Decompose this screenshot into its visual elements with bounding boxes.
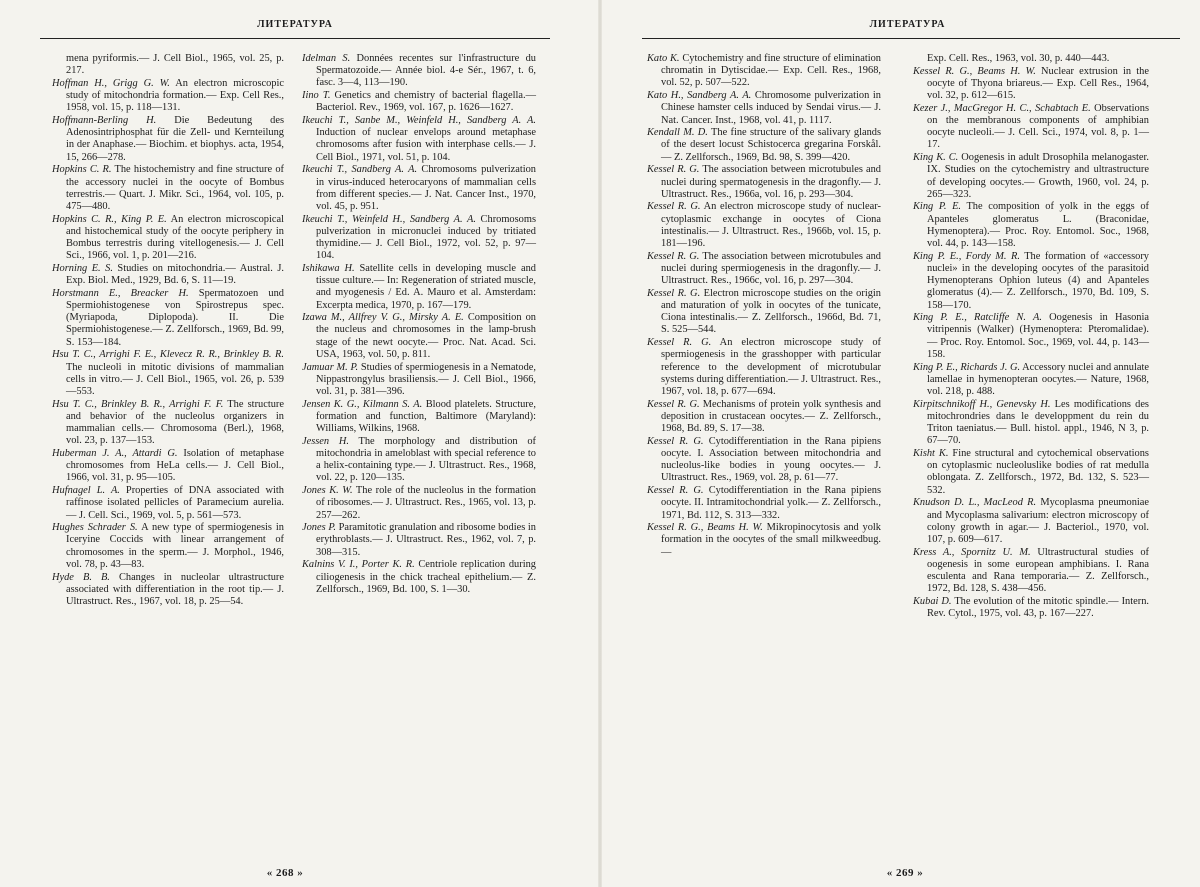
reference-text: The composition of yolk in the eggs of Apanteles glomeratus L. (Braconidae, Hymenoptera).— Proc. Roy. Entomol. Soc., 1968, vol. 44, p. 143—158. bbox=[927, 201, 1149, 250]
reference-author: Jones P. bbox=[302, 522, 336, 534]
reference-text: Isolation of metaphase chromosomes from HeLa cells.— J. Cell Biol., 1966, vol. 31, p. 95—105. bbox=[66, 448, 284, 484]
reference-entry bbox=[647, 288, 881, 337]
reference-entry bbox=[913, 547, 1149, 596]
reference-text: The fine structure of the salivary glands of the desert locust Schistocerca gregarina Forskål.— Z. Zellforsch., 1969, Bd. 98, S. 399—420. bbox=[661, 127, 881, 163]
reference-entry bbox=[302, 485, 536, 522]
reference-text: The role of the nucleolus in the formation of ribosomes.— J. Ultrastruct. Res., 1965, vol. 13, p. 257—262. bbox=[316, 485, 536, 521]
reference-entry bbox=[302, 312, 536, 361]
reference-text: Données recentes sur l'infrastructure du Spermatozoide.— Année biol. 4-e Sér., 1967, t. 6, fasc. 3—4, 113—190. bbox=[316, 53, 536, 89]
reference-entry bbox=[52, 214, 284, 263]
right-page bbox=[600, 0, 1200, 887]
reference-entry bbox=[647, 485, 881, 522]
reference-entry bbox=[913, 596, 1149, 620]
reference-author: King P. E., Richards J. G. bbox=[913, 361, 1021, 373]
reference-author: Huberman J. A., Attardi G. bbox=[52, 448, 178, 459]
reference-text: Mycoplasma pneumoniae and Mycoplasma salivarium: electron microscopy of colony growth in agar.— J. Bacteriol., 1970, vol. 107, p. 609—617. bbox=[927, 497, 1150, 545]
reference-text: An electron microscopic study of mitochondria formation.— Exp. Cell Res., 1958, vol. 15, p. 118—131. bbox=[66, 77, 284, 114]
reference-entry bbox=[647, 53, 881, 90]
reference-text: A new type of spermiogenesis in Iceryine Coccids with linear arrangement of chromosomes in the sperm.— J. Morphol., 1946, vol. 78, p. 43—83. bbox=[66, 522, 284, 570]
reference-text: The nucleoli in mitotic divisions of mammalian cells in vitro.— J. Cell Biol., 1965, vol. 26, p. 539—553. bbox=[66, 361, 284, 397]
reference-author: Kessel R. G. bbox=[647, 201, 701, 213]
reference-text: Blood platelets. Structure, formation and function, Baltimore (Maryland): Williams, Wilkins, 1968. bbox=[316, 398, 536, 435]
reference-text: Spermatozoen und Spermiohistogenese von Spirostrepus spec. (Myriapoda, Diplopoda). II. Die Spermiohistogenese.— Z. Zellforsch., 1969, Bd. 99, S. 153—184. bbox=[66, 287, 284, 348]
reference-author: Kisht K. bbox=[913, 448, 949, 459]
reference-author: Hufnagel L. A. bbox=[52, 485, 120, 497]
reference-entry bbox=[913, 497, 1149, 546]
reference-author: Jessen H. bbox=[302, 435, 349, 447]
reference-text: Ultrastructural studies of oogenesis in some european amphibians. I. Rana esculenta and Rana temporaria.— Z. Zellforsch., 1972, Bd. 128, S. 438—456. bbox=[927, 546, 1149, 595]
reference-entry bbox=[52, 572, 284, 609]
reference-entry bbox=[302, 263, 536, 312]
reference-author: Idelman S. bbox=[302, 53, 351, 64]
reference-text: Genetics and chemistry of bacterial flagella.— Bacteriol. Rev., 1969, vol. 167, p. 1626—1627. bbox=[316, 90, 536, 114]
reference-text: Induction of nuclear envelops around metaphase chromosoms after fusion with interphase cells.— J. Cell Biol., 1971, vol. 51, p. 104. bbox=[316, 127, 536, 163]
reference-author: Kessel R. G. bbox=[647, 164, 700, 176]
reference-text: Observations on the membranous components of amphibian oocyte nucleoli.— J. Cell. Sci., 1974, vol. 8, p. 1—17. bbox=[927, 102, 1149, 151]
reference-author: Hopkins C. R., King P. E. bbox=[52, 213, 167, 225]
reference-entry bbox=[913, 448, 1149, 497]
reference-author: Kessel R. G. bbox=[647, 435, 704, 447]
reference-text: Composition on the nucleus and chromosomes in the lamp-brush stage of the newt oocyte.— Proc. Nat. Acad. Sci. USA, 1963, vol. 50, p. 811. bbox=[316, 312, 536, 360]
reference-author: Izawa M., Allfrey V. G., Mirsky A. E. bbox=[302, 312, 464, 324]
reference-entry bbox=[913, 103, 1149, 152]
reference-entry bbox=[647, 90, 881, 127]
reference-column-1 bbox=[52, 53, 284, 609]
reference-author: Horstmann E., Breacker H. bbox=[52, 287, 189, 299]
reference-author: Iino T. bbox=[302, 90, 331, 102]
reference-author: Kessel R. G., Beams H. W. bbox=[913, 65, 1036, 77]
reference-author: Kessel R. G. bbox=[647, 485, 704, 497]
reference-author: Hsu T. C., Arrighi F. E., Klevecz R. R., Brinkley B. R. bbox=[52, 349, 284, 361]
reference-entry bbox=[302, 90, 536, 114]
reference-entry bbox=[302, 362, 536, 399]
reference-author: Knudson D. L., MacLeod R. bbox=[913, 497, 1037, 509]
reference-author: King P. E., Fordy M. R. bbox=[913, 250, 1020, 262]
page-number: « 269 » bbox=[886, 867, 924, 879]
reference-entry bbox=[302, 164, 536, 213]
reference-entry bbox=[302, 214, 536, 263]
reference-author: Kessel R. G. bbox=[647, 337, 712, 349]
reference-text: Die Bedeutung des Adenosintriphosphat für die Zell- und Kernteilung in der Anaphase.— Biochim. et biophys. acta, 1954, 15, 266—278. bbox=[66, 115, 284, 163]
reference-text: Changes in nucleolar ultrastructure associated with differentiation in the root tip.— J. Ultrastruct. Res., 1967, vol. 18, p. 25—54. bbox=[66, 571, 284, 607]
reference-text: Satellite cells in developing muscle and tissue culture.— In: Regeneration of striated muscle, and myogenesis / Ed. A. Mauro et al. Amsterdam: Excerpta medica, 1970, p. 167—179. bbox=[316, 262, 536, 311]
reference-entry bbox=[302, 115, 536, 164]
reference-author: Hyde B. B. bbox=[52, 571, 110, 583]
reference-entry bbox=[52, 164, 284, 213]
reference-text: Mechanisms of protein yolk synthesis and deposition in crustacean oocytes.— Z. Zellforsch., 1968, Bd. 89, S. 17—38. bbox=[661, 398, 881, 435]
reference-entry bbox=[647, 399, 881, 436]
reference-text: Studies of spermiogenesis in a Nematode, Nippastrongylus brasiliensis.— J. Cell Biol., 1966, vol. 31, p. 381—396. bbox=[316, 361, 536, 397]
reference-author: Kessel R. G. bbox=[647, 287, 701, 299]
reference-entry bbox=[913, 312, 1149, 361]
reference-text: The association between microtubules and nuclei during spermatogenesis in the dragonfly.— J. Ultrastruct. Res., 1966a, vol. 16, p. 293—304. bbox=[661, 164, 881, 200]
reference-column-1 bbox=[647, 53, 881, 559]
reference-entry bbox=[913, 201, 1149, 250]
reference-author: Jones K. W. bbox=[302, 485, 353, 497]
reference-text: Paramitotic granulation and ribosome bodies in erythroblasts.— J. Ultrastruct. Res., 1962, vol. 7, p. 308—315. bbox=[316, 522, 536, 558]
header-rule bbox=[40, 38, 550, 39]
reference-entry bbox=[647, 251, 881, 288]
reference-text: Mikropinocytosis and yolk formation in the oocytes of the small milkweedbug.— bbox=[661, 522, 881, 558]
reference-author: King K. C. bbox=[913, 152, 959, 164]
reference-text: Oogenesis in adult Drosophila melanogaster. IX. Studies on the cytochemistry and ultrastructure of developing oocytes.— Growth, 1960, vol. 24, p. 265—323. bbox=[927, 152, 1149, 200]
reference-entry bbox=[52, 288, 284, 349]
reference-text: Accessory nuclei and annulate lamellae in hymenopteran oocytes.— Nature, 1968, vol. 218, p. 488. bbox=[927, 361, 1149, 397]
reference-text: An electron microscope study of nuclear-cytoplasmic exchange in oocytes of Ciona intestinalis.— J. Ultrastruct. Res., 1966b, vol. 15, p. 181—196. bbox=[661, 201, 881, 250]
running-header: ЛИТЕРАТУРА bbox=[869, 19, 946, 30]
reference-author: Kessel R. G. bbox=[647, 398, 700, 410]
reference-text: Fine structural and cytochemical observations on cytoplasmic nucleoluslike bodies of rat medulla oblongata. Z. Zellforsch., 1972, Bd. 132, S. 523—532. bbox=[927, 448, 1149, 496]
running-header: ЛИТЕРАТУРА bbox=[257, 19, 333, 30]
reference-entry bbox=[302, 399, 536, 436]
reference-entry bbox=[913, 66, 1149, 103]
reference-author: Hoffman H., Grigg G. W. bbox=[52, 77, 170, 89]
reference-entry bbox=[302, 436, 536, 485]
reference-author: Ikeuchi T., Weinfeld H., Sandberg A. A. bbox=[302, 213, 476, 225]
reference-author: Kendall M. D. bbox=[647, 127, 708, 139]
reference-author: Hoffmann-Berling H. bbox=[52, 115, 157, 127]
reference-text: An electron microscopical and histochemical study of the oocyte periphery in Bombus terrestris during vitellogenesis.— J. Cell Sci., 1966, vol. 1, p. 201—216. bbox=[66, 213, 284, 262]
reference-text: Cytochemistry and fine structure of elimination chromatin in Dytiscidae.— Exp. Cell. Res., 1968, vol. 52, p. 507—522. bbox=[661, 53, 881, 89]
reference-column-2 bbox=[302, 53, 536, 596]
reference-entry bbox=[913, 53, 1149, 65]
reference-entry bbox=[52, 263, 284, 287]
reference-author: Hopkins C. R. bbox=[52, 164, 112, 176]
reference-author: King P. E. bbox=[913, 201, 962, 213]
reference-text: Chromosome pulverization in Chinese hamster cells induced by Sendai virus.— J. Nat. Cancer. Inst., 1968, vol. 41, p. 1117. bbox=[661, 90, 881, 126]
header-rule bbox=[642, 38, 1180, 39]
reference-entry bbox=[913, 251, 1149, 312]
reference-author: Kalnins V. I., Porter K. R. bbox=[302, 559, 415, 571]
reference-text: The histochemistry and fine structure of the accessory nuclei in the oocyte of Bombus terrestris.— Quart. J. Mikr. Sci., 1964, vol. 105, p. 475—480. bbox=[66, 164, 284, 212]
reference-entry bbox=[52, 349, 284, 398]
page-number: « 268 » bbox=[266, 867, 304, 879]
reference-author: Kress A., Spornitz U. M. bbox=[913, 546, 1031, 558]
reference-entry bbox=[647, 127, 881, 164]
reference-text: Chromosoms pulverization in virus-induced heterocaryons of mammalian cells from different species.— J. Nat. Cancer Inst., 1970, vol. 45, p. 951. bbox=[316, 164, 536, 212]
reference-text: Nuclear extrusion in the oocyte of Thyona briareus.— Exp. Cell Res., 1964, vol. 32, p. 612—615. bbox=[927, 65, 1149, 102]
reference-author: Ikeuchi T., Sanbe M., Weinfeld H., Sandberg A. A. bbox=[302, 115, 536, 127]
reference-entry bbox=[913, 362, 1149, 399]
reference-entry bbox=[647, 201, 881, 250]
reference-text: Cytodifferentiation in the Rana pipiens oocyte. II. Intramitochondrial yolk.— Z. Zellforsch., 1971, Bd. 112, S. 313—332. bbox=[661, 485, 881, 521]
reference-text: The association between microtubules and nuclei during spermiogenesis in the dragonfly.— J. Ultrastruct. Res., 1966c, vol. 16, p. 297—304. bbox=[661, 250, 881, 287]
reference-text: Studies on mitochondria.— Austral. J. Exp. Biol. Med., 1929, Bd. 6, S. 11—19. bbox=[66, 262, 285, 287]
reference-entry bbox=[647, 522, 881, 559]
reference-text: Cytodifferentiation in the Rana pipiens oocyte. I. Association between mitochondria and nucleolus-like bodies in young oocytes.— J. Ultrastruct. Res., 1969, vol. 28, p. 61—77. bbox=[661, 435, 881, 484]
reference-text: Exp. Cell. Res., 1963, vol. 30, p. 440—443. bbox=[927, 53, 1110, 64]
reference-author: Ikeuchi T., Sandberg A. A. bbox=[302, 164, 418, 176]
reference-entry bbox=[647, 164, 881, 201]
reference-entry bbox=[52, 115, 284, 164]
reference-author: Hsu T. C., Brinkley B. R., Arrighi F. F. bbox=[52, 398, 224, 410]
reference-text: An electron microscope study of spermiogenesis in the grasshopper with particular reference to the development of microtubular systems during differentiation.— J. Ultrastruct. Res., 1967, vol. 18, p. 677—694. bbox=[661, 337, 882, 397]
reference-author: Kirpitschnikoff H., Genevsky H. bbox=[913, 398, 1051, 410]
reference-text: The structure and behavior of the nucleolus organizers in mammalian cells.— Chromosoma (Berl.), 1968, vol. 23, p. 137—153. bbox=[66, 398, 284, 447]
reference-entry bbox=[52, 522, 284, 571]
reference-author: Kessel R. G., Beams H. W. bbox=[647, 522, 763, 534]
reference-entry bbox=[302, 559, 536, 596]
reference-text: Properties of DNA associated with raffinose isolated pellicles of Paramecium aurelia.— J. Cell. Sci., 1969, vol. 5, p. 561—573. bbox=[66, 485, 284, 521]
reference-text: The formation of «accessory nuclei» in the developing oocytes of the parasitoid Hymenopterans Ophion luteus (4) and Apanteles glomeratus (4).— Z. Zellforsch., 1970, Bd. 109, S. 158—170. bbox=[927, 250, 1149, 311]
reference-author: Ishikawa H. bbox=[302, 262, 355, 274]
reference-entry bbox=[647, 436, 881, 485]
reference-author: Kubai D. bbox=[913, 595, 952, 607]
reference-entry bbox=[52, 485, 284, 522]
reference-text: Electron microscope studies on the origin and maturation of yolk in oocytes of the tunicate, Ciona intestinalis.— Z. Zellforsch., 1966d, Bd. 71, S. 525—544. bbox=[661, 287, 881, 336]
reference-entry bbox=[52, 448, 284, 485]
reference-author: Kato H., Sandberg A. A. bbox=[647, 90, 752, 102]
reference-entry bbox=[913, 399, 1149, 448]
reference-column-2 bbox=[913, 53, 1149, 621]
reference-entry bbox=[52, 78, 284, 115]
reference-entry bbox=[52, 53, 284, 77]
reference-text: Oogenesis in Hasonia vitripennis (Walker) (Hymenoptera: Pteromalidae).— Proc. Roy. Entomol. Soc., 1969, vol. 44, p. 143—158. bbox=[927, 312, 1150, 360]
reference-author: Kato K. bbox=[647, 53, 680, 64]
reference-text: Chromosoms pulverization in micronuclei induced by tritiated thymidine.— J. Cell Biol., 1972, vol. 52, p. 97—104. bbox=[316, 213, 536, 262]
reference-text: mena pyriformis.— J. Cell Biol., 1965, vol. 25, p. 217. bbox=[66, 53, 284, 77]
reference-author: Horning E. S. bbox=[52, 262, 113, 274]
reference-entry bbox=[913, 152, 1149, 201]
reference-author: Jamuar M. P. bbox=[302, 361, 359, 373]
reference-entry bbox=[647, 337, 881, 398]
reference-entry bbox=[302, 522, 536, 559]
reference-entry bbox=[302, 53, 536, 90]
reference-author: Hughes Schrader S. bbox=[52, 522, 138, 534]
reference-text: Les modifications des mitochrondries dans le developpment du rein du Triton taeniatus.— Bull. histol. appl., 1946, N 3, p. 67—70. bbox=[927, 398, 1149, 447]
reference-text: Centriole replication during ciliogenesis in the chick tracheal epithelium.— Z. Zellforsch., 1969, Bd. 100, S. 1—30. bbox=[316, 559, 536, 595]
reference-author: King P. E., Ratcliffe N. A. bbox=[913, 312, 1042, 324]
reference-author: Kessel R. G. bbox=[647, 250, 700, 262]
reference-author: Kezer J., MacGregor H. C., Schabtach E. bbox=[913, 102, 1091, 114]
reference-author: Jensen K. G., Kilmann S. A. bbox=[302, 398, 423, 410]
reference-entry bbox=[52, 399, 284, 448]
reference-text: The morphology and distribution of mitochondria in ameloblast with special reference to a helix-containing type.— J. Ultrastruct. Res., 1968, vol. 22, p. 120—135. bbox=[316, 435, 536, 484]
reference-text: The evolution of the mitotic spindle.— Intern. Rev. Cytol., 1975, vol. 43, p. 167—227. bbox=[927, 595, 1149, 620]
